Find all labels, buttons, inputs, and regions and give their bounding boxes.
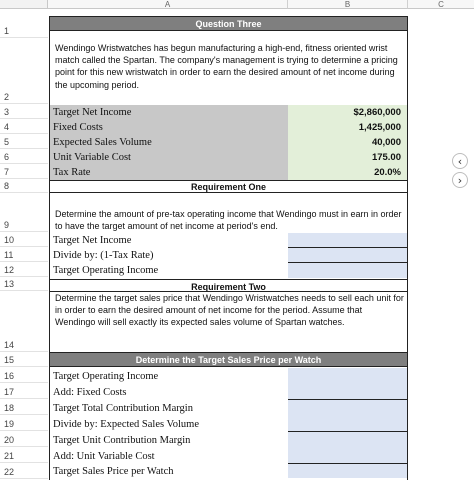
block-top-border — [49, 16, 408, 17]
requirement-two-heading[interactable]: Requirement Two — [191, 281, 266, 292]
req2-line-label[interactable]: Add: Unit Variable Cost — [53, 450, 155, 462]
req1-answer-cell[interactable] — [288, 263, 407, 278]
given-value[interactable]: 20.0% — [288, 165, 407, 180]
given-label[interactable]: Unit Variable Cost — [50, 150, 288, 165]
given-value[interactable]: $2,860,000 — [288, 105, 407, 120]
req2-line-label[interactable]: Target Unit Contribution Margin — [53, 434, 191, 446]
req2-answer-cell[interactable] — [288, 400, 407, 416]
row-number[interactable]: 9 — [0, 193, 48, 232]
given-value[interactable]: 1,425,000 — [288, 120, 407, 135]
given-value[interactable]: 175.00 — [288, 150, 407, 165]
column-header-a[interactable]: A — [48, 0, 288, 9]
row-number[interactable]: 18 — [0, 399, 48, 415]
requirement-one-text[interactable]: Determine the amount of pre-tax operating income that Wendingo must in earn in order to have the target amount of net income at period's end. — [55, 209, 402, 232]
req1-line-label[interactable]: Target Operating Income — [53, 265, 159, 276]
req2-answer-cell[interactable] — [288, 368, 407, 384]
table-header-bottom-border — [49, 366, 408, 367]
row-number[interactable]: 17 — [0, 383, 48, 399]
row-number[interactable]: 11 — [0, 247, 48, 262]
block-left-border — [49, 16, 50, 480]
row-number[interactable]: 8 — [0, 179, 48, 193]
select-all-corner[interactable] — [0, 0, 48, 9]
given-label[interactable]: Expected Sales Volume — [50, 135, 288, 150]
requirement-one-heading[interactable]: Requirement One — [50, 180, 407, 193]
row-number[interactable]: 13 — [0, 277, 48, 291]
row-number[interactable]: 4 — [0, 119, 48, 134]
req2-line-label[interactable]: Add: Fixed Costs — [53, 386, 127, 398]
row-number[interactable]: 20 — [0, 431, 48, 447]
req2-top-border — [49, 291, 408, 292]
row-number[interactable]: 15 — [0, 352, 48, 367]
req1-bottom-border — [49, 279, 408, 280]
row-number[interactable]: 14 — [0, 291, 48, 352]
sales-price-table-title[interactable]: Determine the Target Sales Price per Watch — [50, 353, 407, 366]
requirement-two-text[interactable]: Determine the target sales price that Wendingo Wristwatches needs to sell each unit for in order to earn the desired amount of net income for the period. Assume that Wendingo will sell exactly its expected sales volume of Spartan watches. — [55, 293, 404, 328]
given-label[interactable]: Target Net Income — [50, 105, 288, 120]
intro-text[interactable]: Wendingo Wristwatches has begun manufacturing a high-end, fitness oriented wrist match called the Spartan. The company's management is trying to determine a pricing point for this new wristwatch in order to earn the desired amount of net income during the upcoming period. — [55, 43, 398, 90]
req2-answer-cell[interactable] — [288, 432, 407, 448]
given-label[interactable]: Fixed Costs — [50, 120, 288, 135]
req1-answer-cell[interactable] — [288, 233, 407, 248]
row-number[interactable]: 12 — [0, 262, 48, 277]
given-label[interactable]: Tax Rate — [50, 165, 288, 180]
req2-answer-cell[interactable] — [288, 416, 407, 432]
chevron-right-icon: › — [457, 173, 463, 187]
row-number[interactable]: 19 — [0, 415, 48, 431]
row-number[interactable]: 2 — [0, 38, 48, 104]
req2-line-label[interactable]: Divide by: Expected Sales Volume — [53, 418, 200, 430]
scroll-up-button[interactable] — [452, 153, 468, 169]
row-number[interactable]: 22 — [0, 463, 48, 479]
question-title[interactable]: Question Three — [50, 17, 407, 30]
block-right-border — [407, 16, 408, 480]
req1-line-label[interactable]: Target Net Income — [53, 235, 132, 246]
row-number[interactable]: 16 — [0, 367, 48, 383]
scroll-down-button[interactable] — [452, 172, 468, 188]
title-bottom-border — [49, 30, 408, 31]
row-number[interactable]: 1 — [0, 9, 48, 38]
row-number[interactable]: 21 — [0, 447, 48, 463]
column-header-c[interactable]: C — [408, 0, 474, 9]
row-number[interactable]: 3 — [0, 104, 48, 119]
req2-answer-cell[interactable] — [288, 448, 407, 464]
req2-line-label[interactable]: Target Sales Price per Watch — [53, 465, 174, 477]
column-header-b[interactable]: B — [288, 0, 408, 9]
req1-line-label[interactable]: Divide by: (1-Tax Rate) — [53, 250, 154, 261]
req2-line-label[interactable]: Target Operating Income — [53, 370, 159, 382]
chevron-left-icon: ‹ — [457, 154, 463, 168]
row-number[interactable]: 5 — [0, 134, 48, 149]
table-top-border — [49, 352, 408, 353]
req1-answer-cell[interactable] — [288, 248, 407, 263]
row-number[interactable]: 10 — [0, 232, 48, 247]
req2-line-label[interactable]: Target Total Contribution Margin — [53, 402, 193, 414]
req2-answer-cell[interactable] — [288, 384, 407, 400]
given-value[interactable]: 40,000 — [288, 135, 407, 150]
row-number[interactable]: 7 — [0, 164, 48, 179]
req2-answer-cell[interactable] — [288, 464, 407, 478]
row-number[interactable]: 6 — [0, 149, 48, 164]
